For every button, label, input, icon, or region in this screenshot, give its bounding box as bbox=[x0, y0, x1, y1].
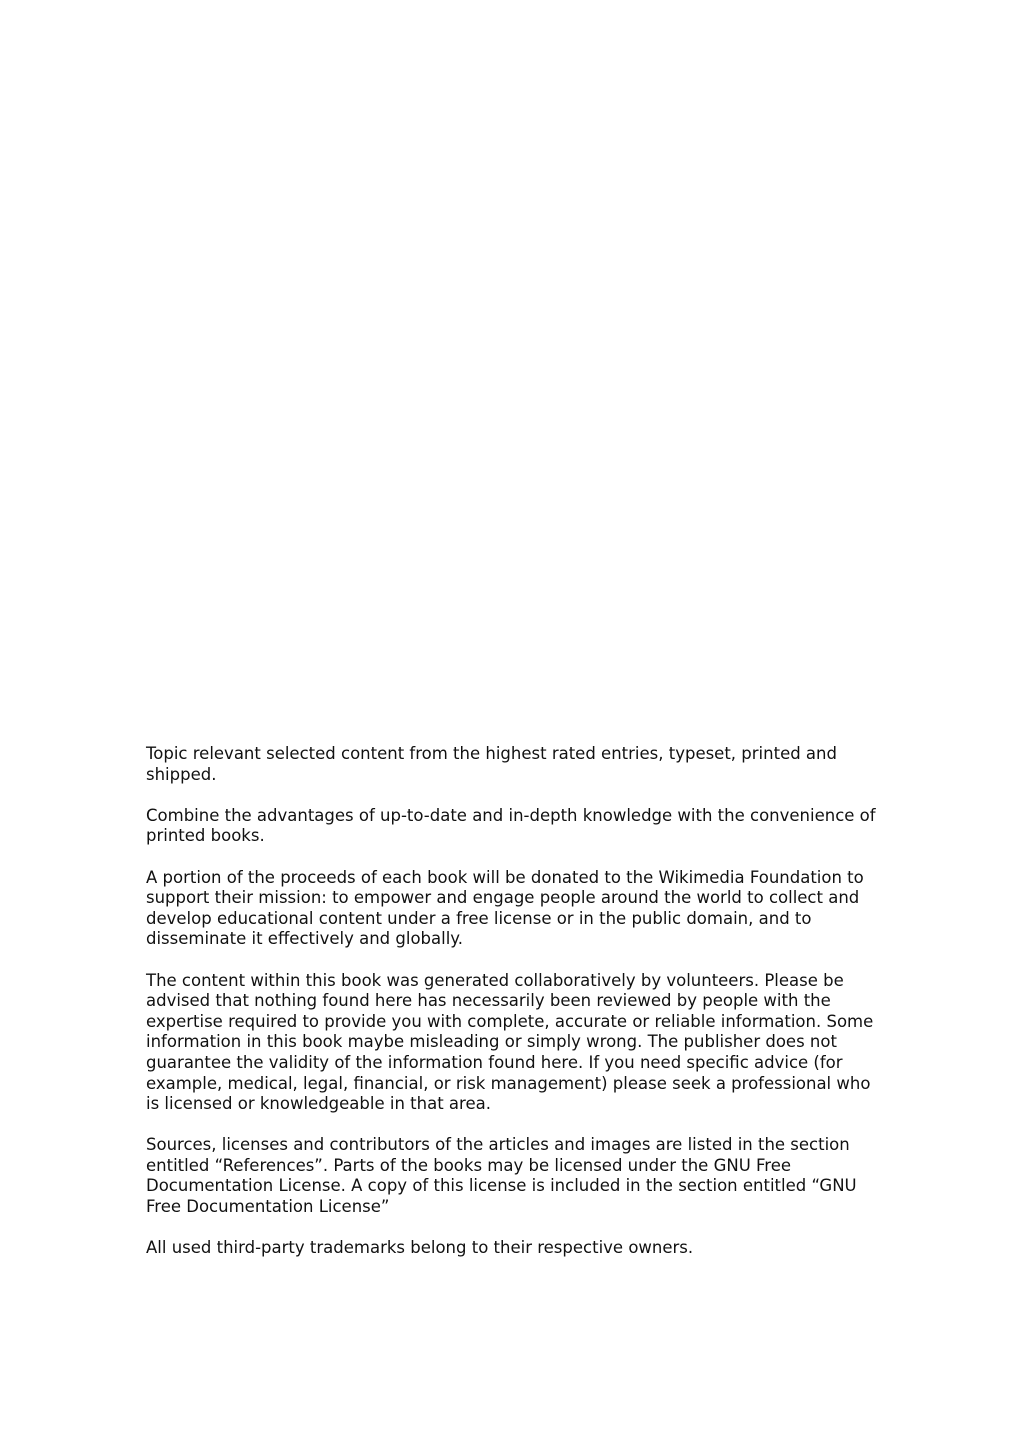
paragraph-sources-licenses: Sources, licenses and contributors of the articles and images are listed in the section entitled “References”. Parts of the books may be licensed under the GNU Free Documentation License. A copy of this license is included in the section entitled “GNU Free Documentation License” bbox=[146, 1135, 857, 1217]
publisher-notice bbox=[146, 744, 886, 1259]
paragraph-selected-content: Topic relevant selected content from the highest rated entries, typeset, printed and shipped. bbox=[146, 744, 837, 784]
paragraph-advantages: Combine the advantages of up-to-date and in-depth knowledge with the convenience of printed books. bbox=[146, 805, 876, 846]
paragraph-disclaimer: The content within this book was generated collaboratively by volunteers. Please be advised that nothing found here has necessarily been reviewed by people with the expertise required to provide you with complete, accurate or reliable information. Some information in this book maybe misleading or simply wrong. The publisher does not guarantee the validity of the information found here. If you need specific advice (for example, medical, legal, financial, or risk management) please seek a professional who is licensed or knowledgeable in that area. bbox=[146, 970, 874, 1114]
paragraph-wikimedia-donation: A portion of the proceeds of each book will be donated to the Wikimedia Foundation to support their mission: to empower and engage people around the world to collect and develop educational content under a free license or in the public domain, and to disseminate it effectively and globally. bbox=[146, 867, 864, 949]
paragraph-trademarks: All used third-party trademarks belong to their respective owners. bbox=[146, 1238, 694, 1258]
